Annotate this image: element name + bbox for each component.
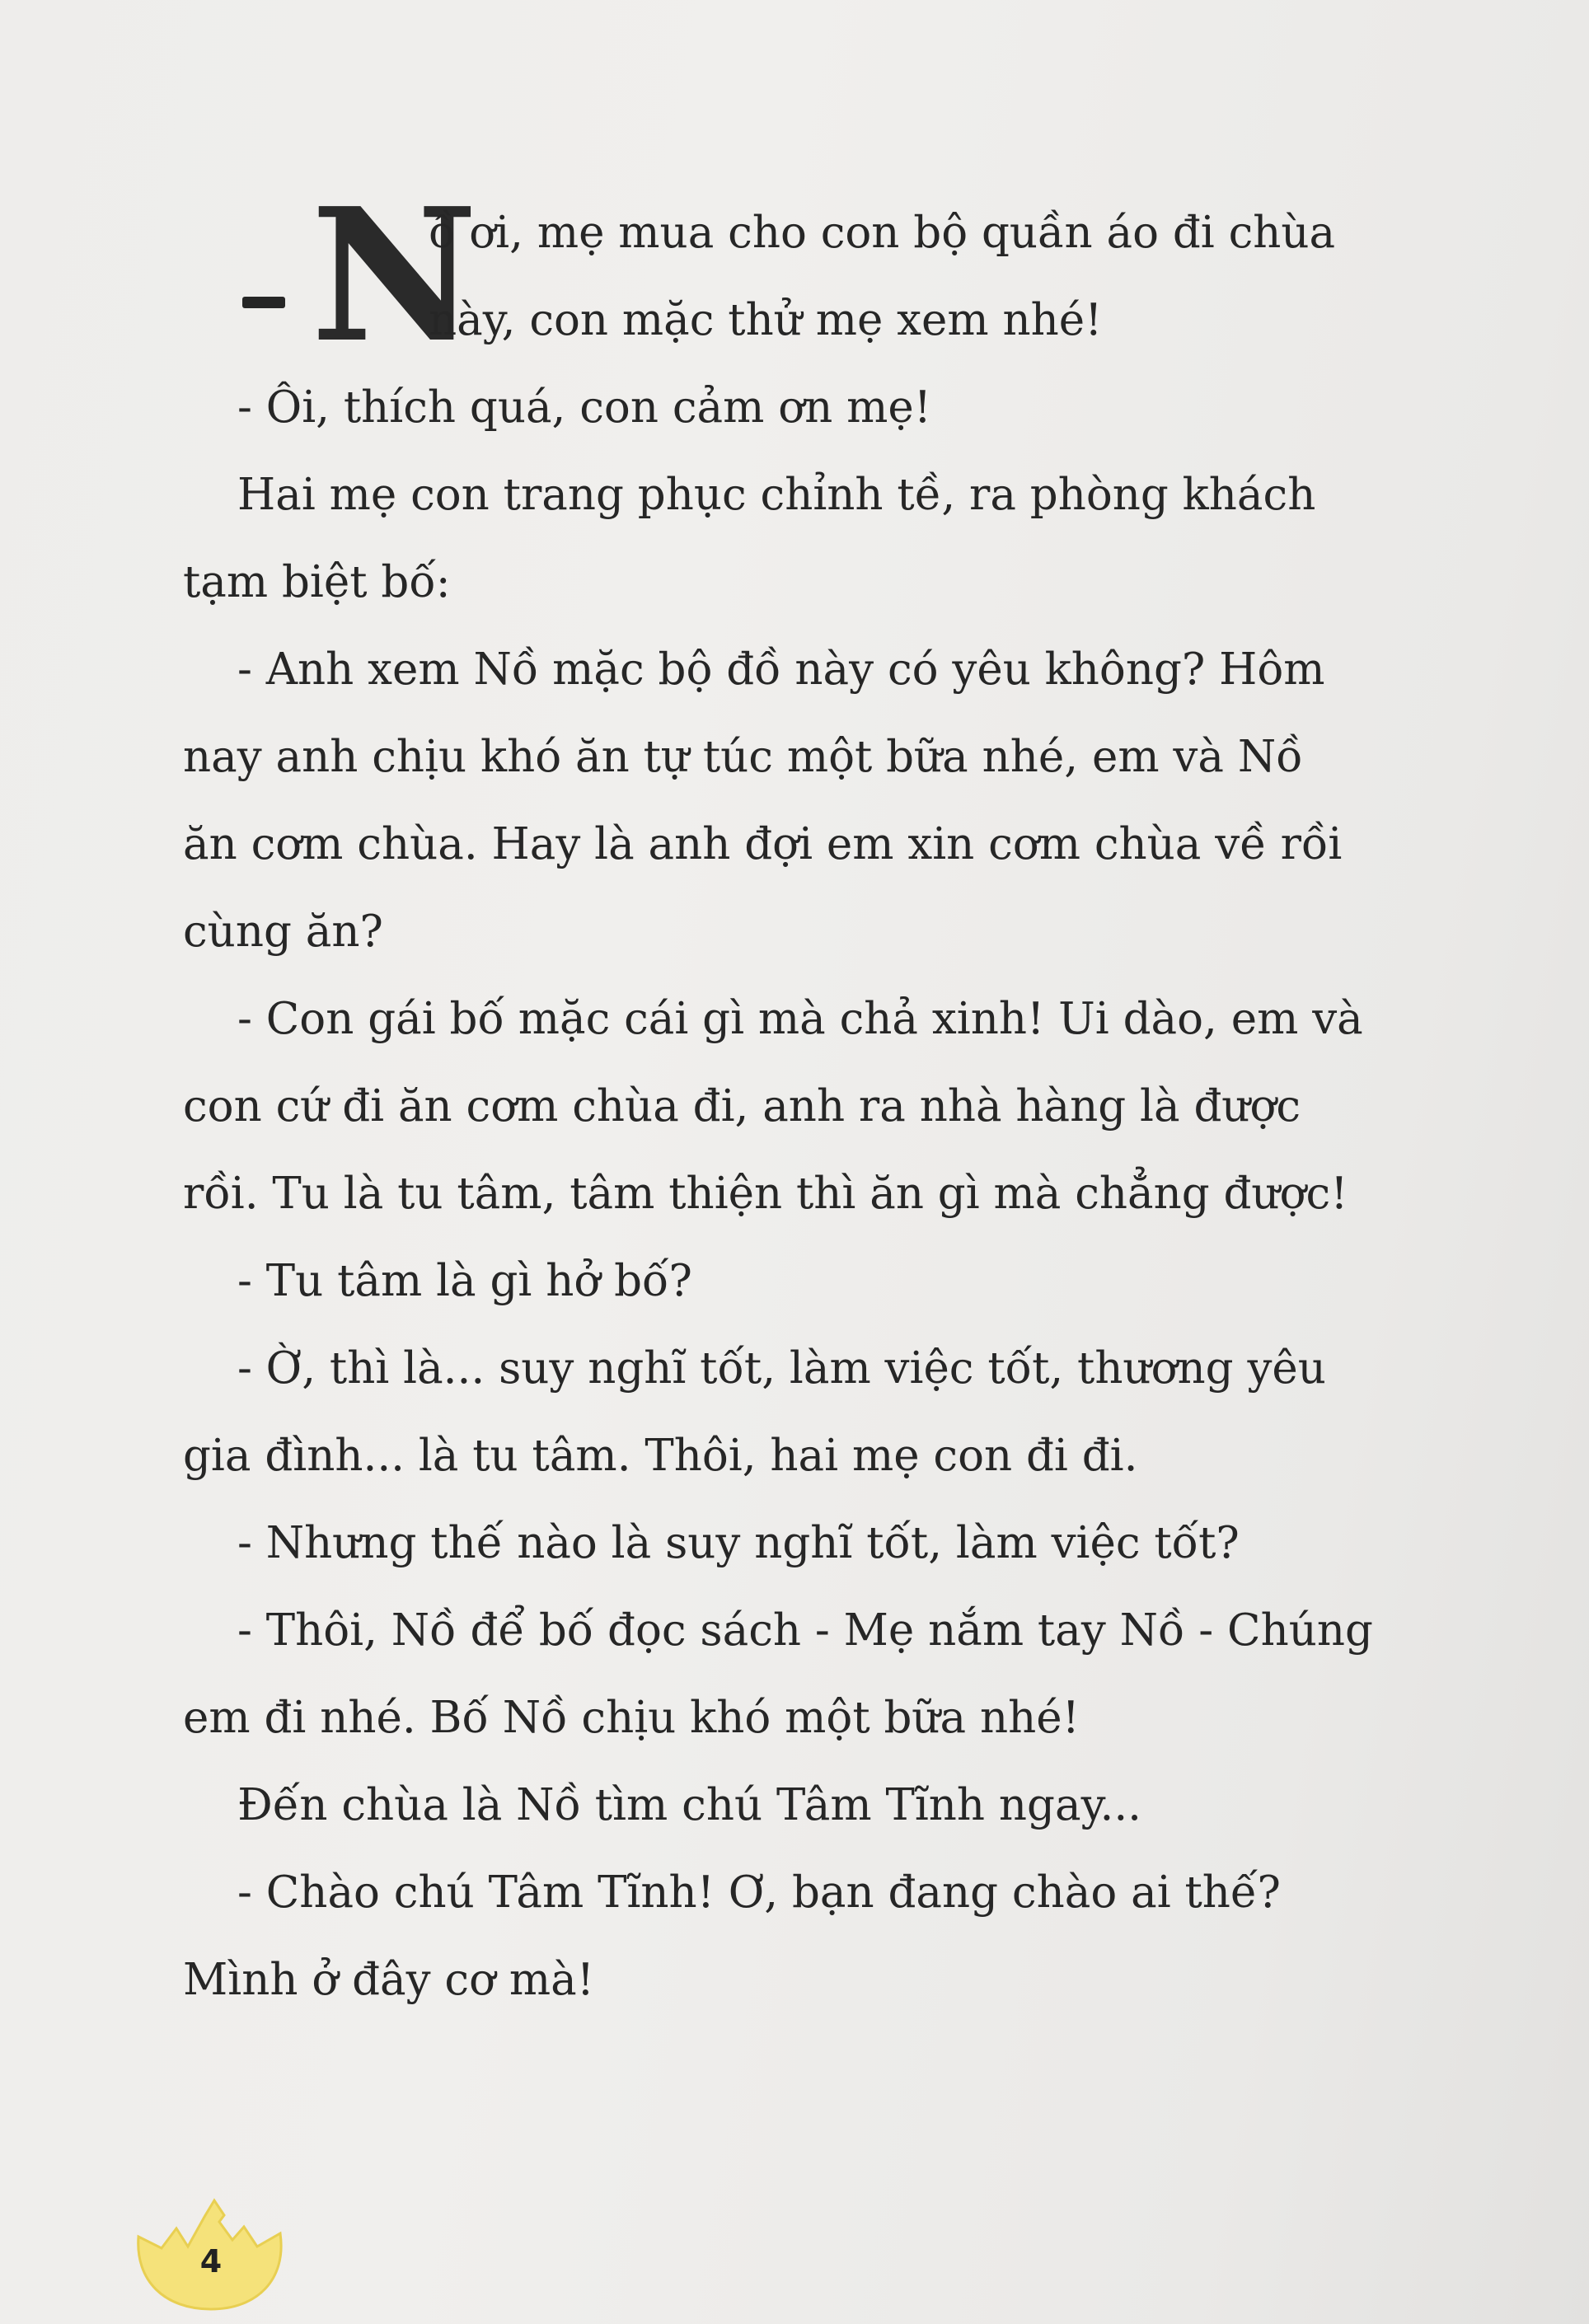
dialogue-dash <box>242 297 285 308</box>
text-line: cùng ăn? <box>183 907 383 957</box>
page-number: 4 <box>199 2243 223 2279</box>
text-line: - Ờ, thì là... suy nghĩ tốt, làm việc tốt, thương yêu <box>237 1343 1326 1394</box>
drop-cap: N <box>311 169 478 383</box>
text-line: nay anh chịu khó ăn tự túc một bữa nhé, em và Nồ <box>183 732 1303 782</box>
text-line: - Nhưng thế nào là suy nghĩ tốt, làm việc tốt? <box>237 1518 1240 1568</box>
text-line: con cứ đi ăn cơm chùa đi, anh ra nhà hàng là được <box>183 1081 1301 1132</box>
text-line: em đi nhé. Bố Nồ chịu khó một bữa nhé! <box>183 1693 1080 1743</box>
text-line: Mình ở đây cơ mà! <box>183 1955 594 2005</box>
opening-paragraph <box>183 169 1403 383</box>
text-line: gia đình... là tu tâm. Thôi, hai mẹ con đi đi. <box>183 1431 1138 1481</box>
text-line: Đến chùa là Nồ tìm chú Tâm Tĩnh ngay... <box>237 1780 1142 1830</box>
text-line: tạm biệt bố: <box>183 557 451 607</box>
text-line: này, con mặc thử mẹ xem nhé! <box>429 295 1103 345</box>
text-line: ồ ơi, mẹ mua cho con bộ quần áo đi chùa <box>429 208 1336 258</box>
text-line: rồi. Tu là tu tâm, tâm thiện thì ăn gì mà chẳng được! <box>183 1169 1348 1219</box>
text-line: - Anh xem Nồ mặc bộ đồ này có yêu không? Hôm <box>237 644 1325 695</box>
text-line: - Thôi, Nồ để bố đọc sách - Mẹ nắm tay Nồ - Chúng <box>237 1605 1373 1656</box>
text-line: - Chào chú Tâm Tĩnh! Ơ, bạn đang chào ai thế? <box>237 1867 1281 1918</box>
text-line: - Tu tâm là gì hở bố? <box>237 1256 692 1306</box>
text-line: - Con gái bố mặc cái gì mà chả xinh! Ui dào, em và <box>237 994 1363 1044</box>
story-text <box>183 169 1403 2024</box>
opening-text <box>429 190 1335 364</box>
text-line: ăn cơm chùa. Hay là anh đợi em xin cơm chùa về rồi <box>183 819 1343 869</box>
text-line: - Ôi, thích quá, con cảm ơn mẹ! <box>237 382 932 433</box>
text-line: Hai mẹ con trang phục chỉnh tề, ra phòng khách <box>237 470 1316 520</box>
